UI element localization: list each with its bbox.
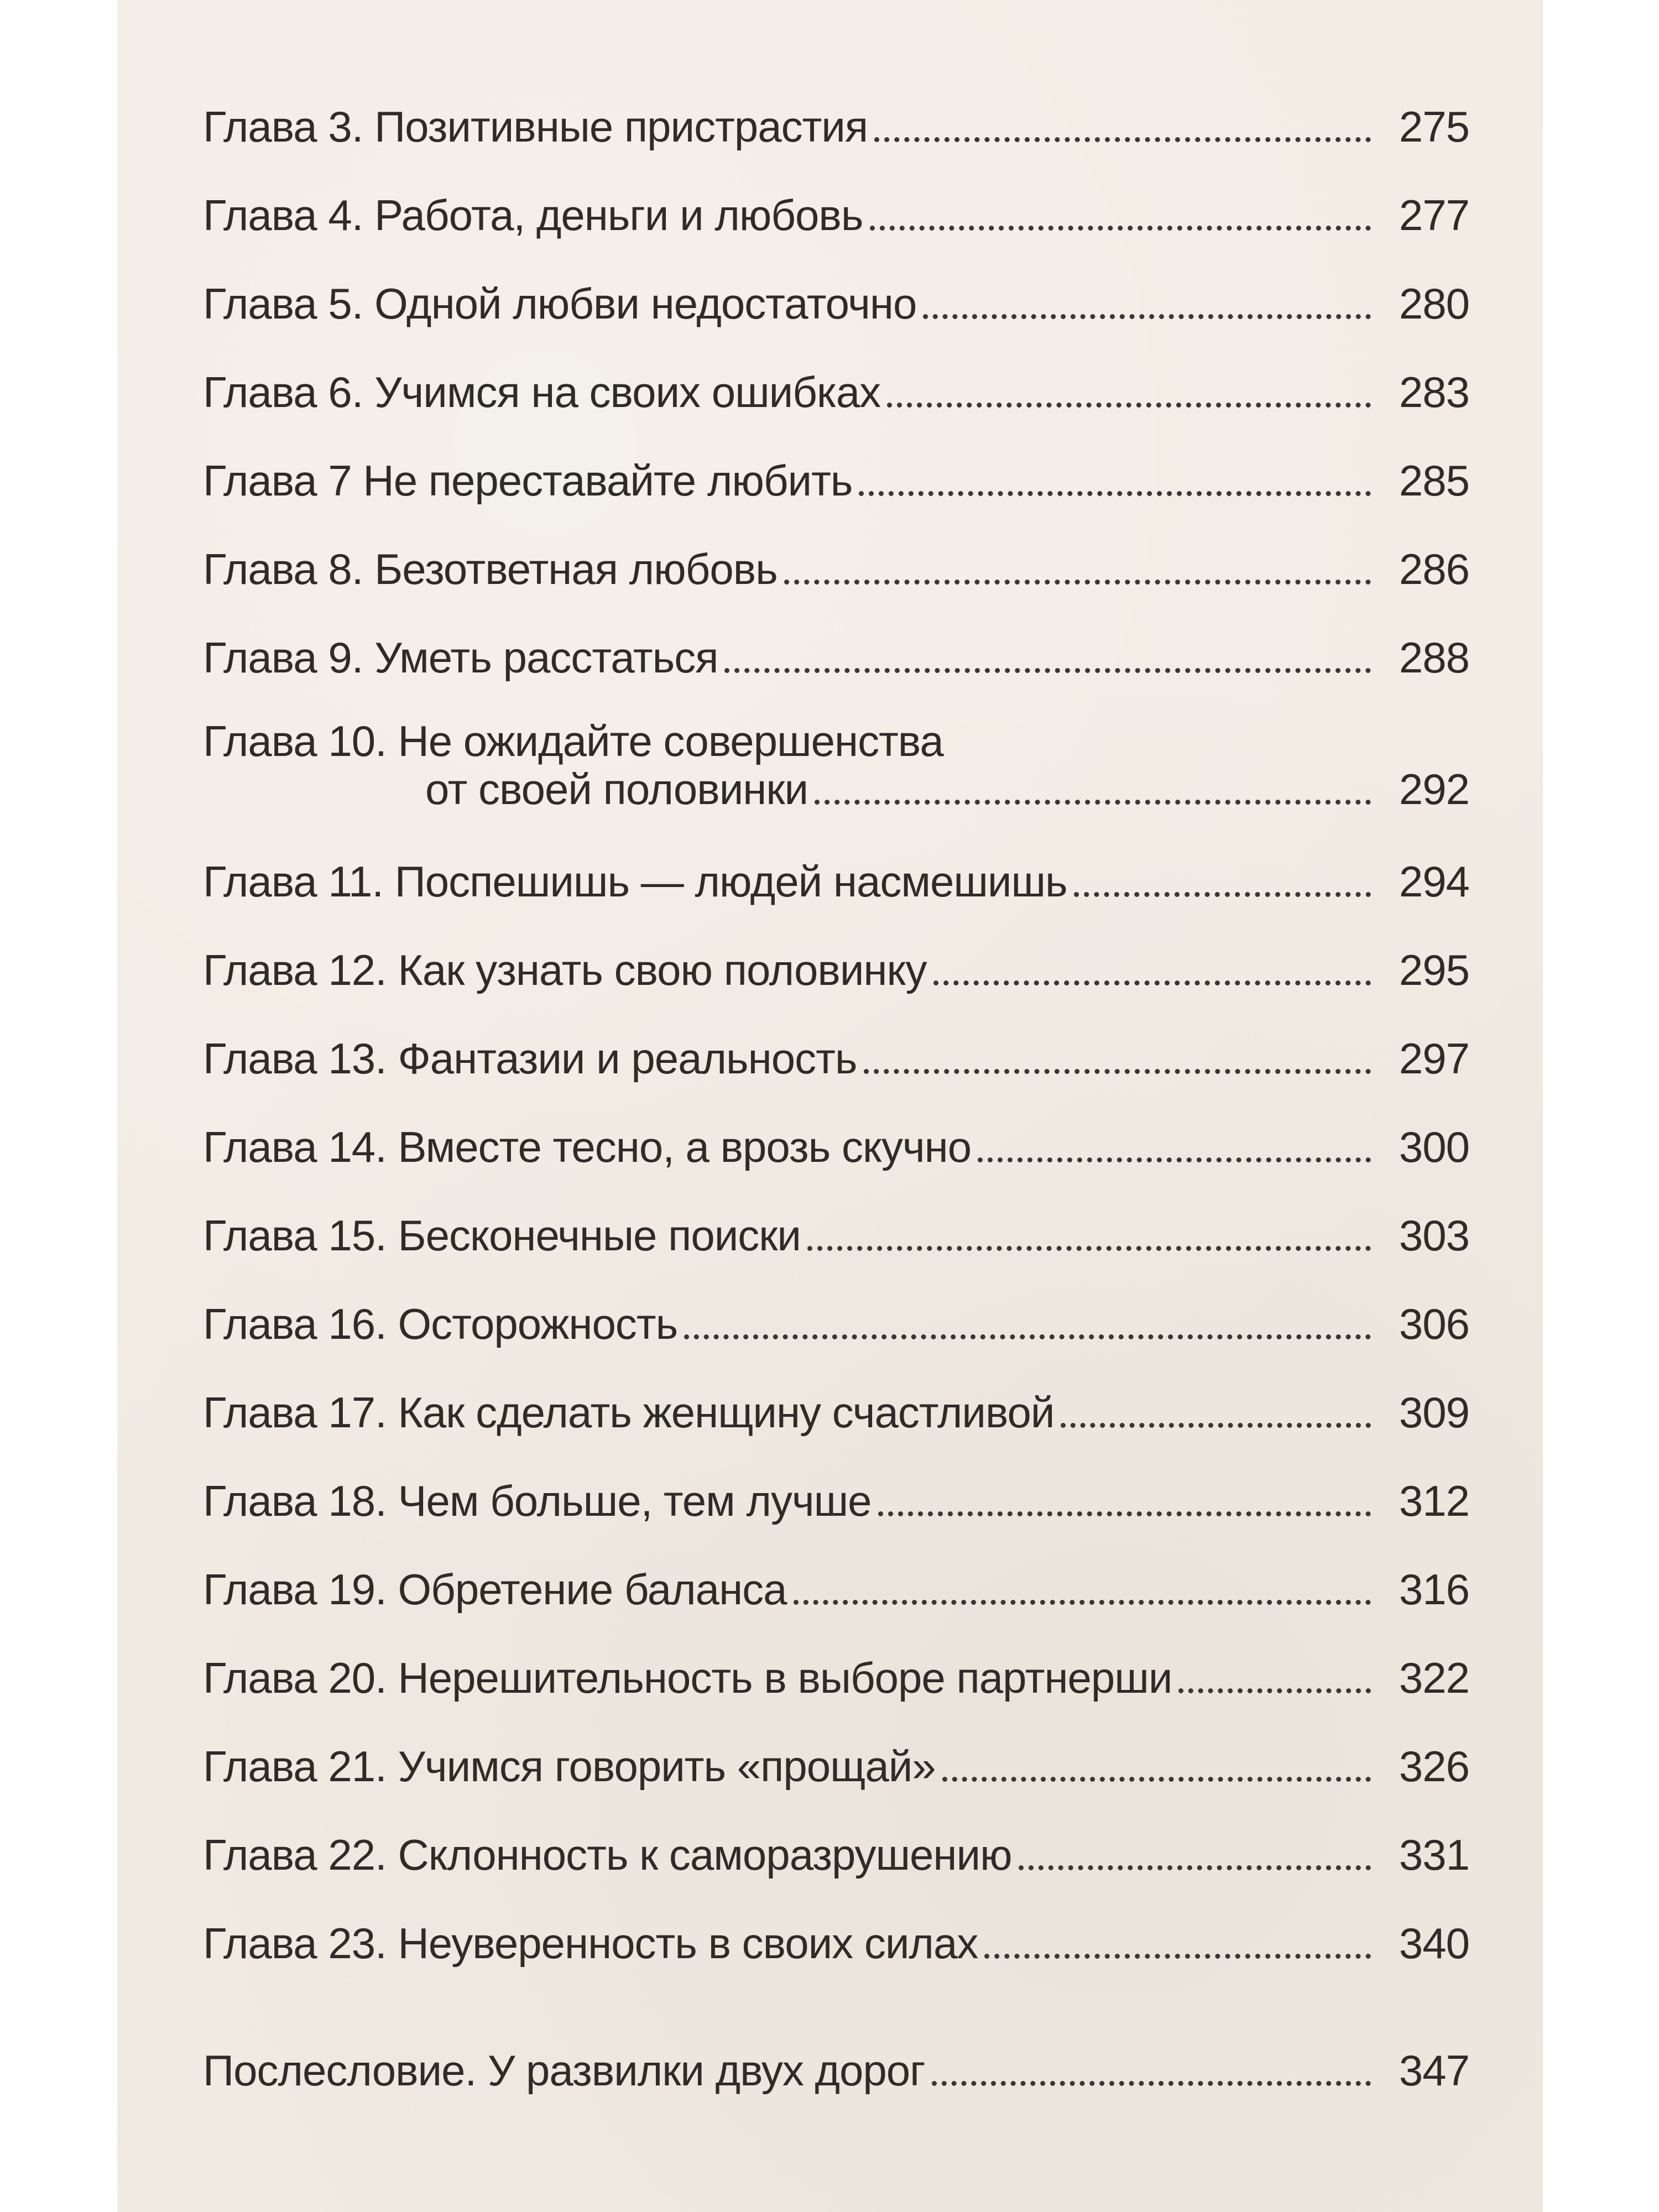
dot-leader	[887, 403, 1371, 408]
book-page	[117, 0, 1543, 2212]
toc-entry-chapter-19	[203, 1559, 1602, 1648]
toc-line	[203, 1913, 1469, 1969]
page-number: 326	[1399, 1742, 1469, 1791]
chapter-title: Бесконечные поиски	[398, 1211, 801, 1260]
chapter-title: Не переставайте любить	[363, 456, 853, 505]
toc-entry-chapter-5	[203, 274, 1602, 362]
page-number: 294	[1399, 857, 1469, 906]
toc-line	[203, 2041, 1469, 2096]
toc-line	[203, 362, 1469, 418]
toc-entry-chapter-7	[203, 451, 1602, 539]
chapter-title: Фантазии и реальность	[398, 1034, 857, 1083]
chapter-number: Глава 16.	[203, 1300, 387, 1348]
page-number: 322	[1399, 1653, 1469, 1702]
page-number: 331	[1399, 1830, 1469, 1879]
dot-leader	[874, 137, 1371, 142]
toc-line	[203, 1471, 1469, 1526]
chapter-number: Глава 7	[203, 456, 352, 505]
page-number: 303	[1399, 1211, 1469, 1260]
page-number: 285	[1399, 456, 1469, 505]
dot-leader	[784, 580, 1371, 585]
dot-leader	[1019, 1865, 1371, 1870]
toc-entry-chapter-16	[203, 1294, 1602, 1383]
toc-line	[203, 97, 1469, 152]
dot-leader	[870, 226, 1371, 231]
chapter-number: Глава 14.	[203, 1123, 387, 1171]
dot-leader	[794, 1600, 1371, 1605]
dot-leader	[859, 491, 1371, 496]
toc-entry-chapter-22	[203, 1825, 1602, 1913]
chapter-number: Глава 8.	[203, 545, 363, 593]
toc-entry-chapter-20	[203, 1648, 1602, 1736]
dot-leader	[807, 1246, 1371, 1251]
toc-entry-chapter-11	[203, 852, 1602, 940]
page-number: 292	[1399, 765, 1469, 813]
chapter-number: Глава 15.	[203, 1211, 387, 1260]
toc-line	[203, 1206, 1469, 1261]
chapter-number: Глава 12.	[203, 946, 387, 994]
dot-leader	[1178, 1688, 1371, 1693]
chapter-number: Глава 21.	[203, 1742, 387, 1791]
toc-entry-chapter-6	[203, 362, 1602, 451]
dot-leader	[878, 1511, 1371, 1516]
chapter-title: Как сделать женщину счастливой	[398, 1388, 1055, 1437]
chapter-title: Осторожность	[398, 1300, 678, 1348]
chapter-number: Глава 6.	[203, 368, 363, 416]
dot-leader	[932, 2081, 1371, 2086]
chapter-number: Глава 17.	[203, 1388, 387, 1437]
page-number: 312	[1399, 1477, 1469, 1525]
toc-line	[203, 1559, 1469, 1615]
chapter-title: Склонность к саморазрушению	[398, 1830, 1012, 1879]
chapter-title: Уметь расстаться	[374, 633, 718, 682]
toc-entry-chapter-3	[203, 97, 1602, 185]
chapter-number: Глава 9.	[203, 633, 363, 682]
chapter-title: Как узнать свою половинку	[398, 946, 927, 994]
page-number: 340	[1399, 1919, 1469, 1968]
chapter-title: Поспешишь — людей насмешишь	[394, 857, 1067, 906]
toc-entry-chapter-4	[203, 185, 1602, 274]
chapter-title: Нерешительность в выборе партнерши	[398, 1653, 1172, 1702]
toc-entry-chapter-8	[203, 539, 1602, 628]
chapter-title-line-1: Не ожидайте совершенства	[398, 717, 943, 765]
toc-line	[203, 185, 1469, 241]
afterword-title: Послесловие. У развилки двух дорог	[203, 2046, 925, 2095]
page-number: 286	[1399, 545, 1469, 593]
dot-leader	[864, 1069, 1371, 1074]
toc-line	[203, 1648, 1469, 1703]
chapter-number: Глава 13.	[203, 1034, 387, 1083]
toc-line-second	[203, 759, 1469, 815]
toc-entry-chapter-13	[203, 1029, 1602, 1117]
toc-line	[203, 1117, 1469, 1172]
dot-leader	[978, 1157, 1371, 1162]
page-number: 283	[1399, 368, 1469, 416]
page-number: 316	[1399, 1565, 1469, 1614]
chapter-title: Учимся на своих ошибках	[374, 368, 881, 416]
toc-entry-chapter-15	[203, 1206, 1602, 1294]
toc-line	[203, 852, 1469, 907]
toc-entry-chapter-17	[203, 1383, 1602, 1471]
dot-leader	[684, 1334, 1371, 1339]
chapter-number: Глава 22.	[203, 1830, 387, 1879]
table-of-contents	[203, 97, 1602, 2129]
toc-line	[203, 451, 1469, 506]
toc-entry-chapter-18	[203, 1471, 1602, 1559]
dot-leader	[942, 1777, 1371, 1782]
toc-entry-chapter-21	[203, 1736, 1602, 1825]
dot-leader	[1061, 1423, 1371, 1428]
chapter-title-line-2: от своей половинки	[425, 765, 808, 813]
toc-line	[203, 1383, 1469, 1438]
chapter-number: Глава 11.	[203, 857, 384, 906]
toc-line	[203, 539, 1469, 594]
dot-leader	[984, 1954, 1371, 1959]
toc-entry-afterword	[203, 2041, 1602, 2129]
chapter-title: Учимся говорить «прощай»	[398, 1742, 936, 1791]
dot-leader	[923, 314, 1371, 319]
chapter-title: Безответная любовь	[374, 545, 778, 593]
toc-line	[203, 940, 1469, 995]
dot-leader	[1074, 892, 1371, 897]
dot-leader	[815, 800, 1371, 805]
toc-line	[203, 1294, 1469, 1349]
dot-leader	[933, 980, 1371, 985]
toc-entry-chapter-23	[203, 1913, 1602, 2002]
toc-line	[203, 1825, 1469, 1880]
chapter-title: Обретение баланса	[398, 1565, 787, 1614]
toc-line	[203, 274, 1469, 329]
chapter-number: Глава 19.	[203, 1565, 387, 1614]
chapter-number: Глава 23.	[203, 1919, 387, 1968]
toc-line	[203, 628, 1469, 683]
page-number: 347	[1399, 2046, 1469, 2095]
chapter-number: Глава 4.	[203, 191, 363, 239]
toc-entry-chapter-14	[203, 1117, 1602, 1206]
toc-entry-chapter-12	[203, 940, 1602, 1029]
page-number: 280	[1399, 279, 1469, 328]
chapter-title: Неуверенность в своих силах	[398, 1919, 978, 1968]
toc-entry-chapter-9	[203, 628, 1602, 716]
page-number: 275	[1399, 102, 1469, 151]
page-number: 306	[1399, 1300, 1469, 1348]
toc-entry-chapter-10	[203, 716, 1602, 852]
chapter-title: Чем больше, тем лучше	[398, 1477, 872, 1525]
page-number: 309	[1399, 1388, 1469, 1437]
chapter-number: Глава 18.	[203, 1477, 387, 1525]
page-number: 277	[1399, 191, 1469, 239]
chapter-number: Глава 20.	[203, 1653, 387, 1702]
chapter-title: Позитивные пристрастия	[374, 102, 868, 151]
toc-line	[203, 1029, 1469, 1084]
dot-leader	[724, 668, 1371, 673]
page-number: 288	[1399, 633, 1469, 682]
page-number: 297	[1399, 1034, 1469, 1083]
chapter-title: Работа, деньги и любовь	[374, 191, 863, 239]
toc-line	[203, 1736, 1469, 1792]
chapter-number: Глава 10.	[203, 717, 387, 765]
chapter-title: Вместе тесно, а врозь скучно	[398, 1123, 972, 1171]
page-number: 300	[1399, 1123, 1469, 1171]
chapter-number: Глава 3.	[203, 102, 363, 151]
page-number: 295	[1399, 946, 1469, 994]
chapter-title: Одной любви недостаточно	[374, 279, 917, 328]
chapter-number: Глава 5.	[203, 279, 363, 328]
